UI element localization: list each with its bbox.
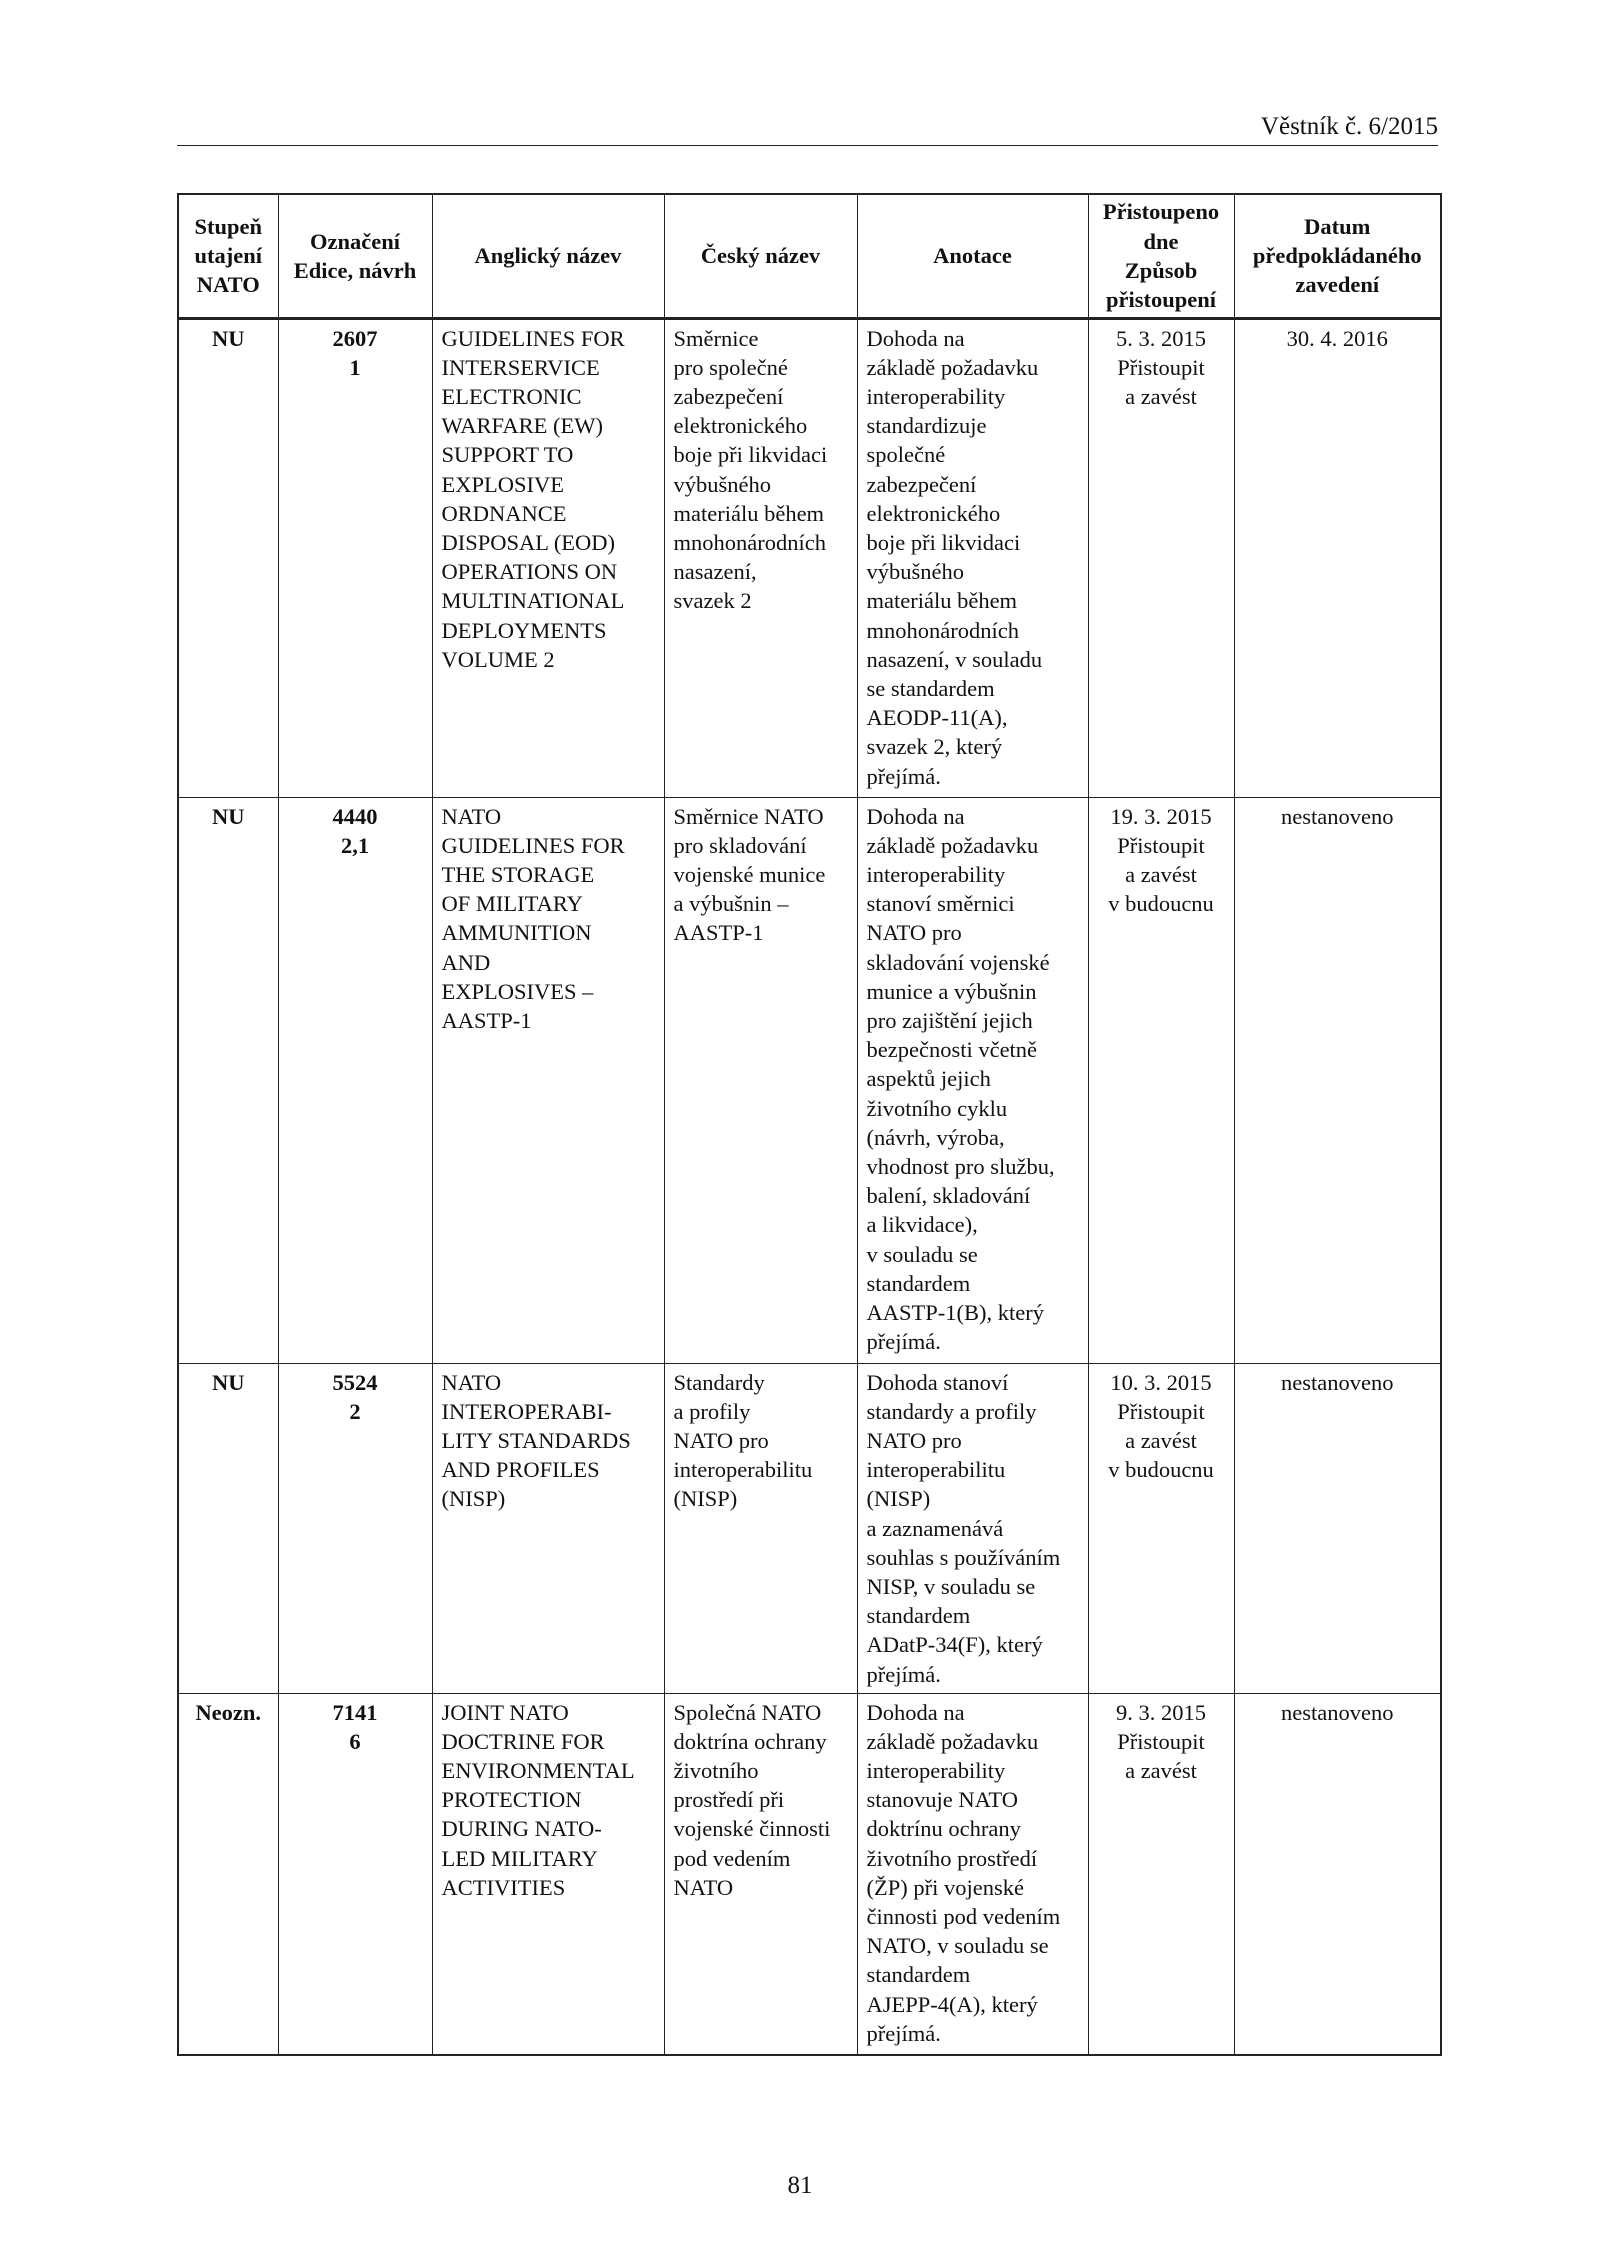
header-english-title: Anglický název bbox=[432, 194, 664, 318]
standards-table bbox=[177, 193, 1442, 2056]
header-level: Stupeň utajení NATO bbox=[178, 194, 278, 318]
cell-annotation: Dohoda na základě požadavku interoperability stanovuje NATO doktrínu ochrany životního prostředí (ŽP) při vojenské činnosti pod vedením NATO, v souladu se standardem AJEPP-4(A), který přejímá. bbox=[857, 1693, 1088, 2055]
cell-czech-title: Směrnice pro společné zabezpečení elektronického boje při likvidaci výbušného materiálu během mnohonárodních nasazení, svazek 2 bbox=[664, 318, 857, 797]
table-row bbox=[178, 797, 1441, 1363]
table-row bbox=[178, 318, 1441, 797]
table-row bbox=[178, 1693, 1441, 2055]
header-date: Datum předpokládaného zavedení bbox=[1234, 194, 1441, 318]
cell-english-title: NATO GUIDELINES FOR THE STORAGE OF MILITARY AMMUNITION AND EXPLOSIVES – AASTP-1 bbox=[432, 797, 664, 1363]
cell-annotation: Dohoda na základě požadavku interoperability standardizuje společné zabezpečení elektronického boje při likvidaci výbušného materiálu během mnohonárodních nasazení, v souladu se standardem AEODP-11(A), svazek 2, který přejímá. bbox=[857, 318, 1088, 797]
header-designation: Označení Edice, návrh bbox=[278, 194, 432, 318]
running-head: Věstník č. 6/2015 bbox=[177, 112, 1438, 146]
cell-accession: 19. 3. 2015 Přistoupit a zavést v budoucnu bbox=[1088, 797, 1234, 1363]
cell-date: 30. 4. 2016 bbox=[1234, 318, 1441, 797]
cell-english-title: GUIDELINES FOR INTERSERVICE ELECTRONIC WARFARE (EW) SUPPORT TO EXPLOSIVE ORDNANCE DISPOSAL (EOD) OPERATIONS ON MULTINATIONAL DEPLOYMENTS VOLUME 2 bbox=[432, 318, 664, 797]
table-header-row bbox=[178, 194, 1441, 318]
cell-designation: 4440 2,1 bbox=[278, 797, 432, 1363]
cell-date: nestanoveno bbox=[1234, 1693, 1441, 2055]
header-annotation: Anotace bbox=[857, 194, 1088, 318]
cell-english-title: NATO INTEROPERABI- LITY STANDARDS AND PROFILES (NISP) bbox=[432, 1363, 664, 1693]
page-number: 81 bbox=[787, 2172, 813, 2199]
header-czech-title: Český název bbox=[664, 194, 857, 318]
cell-accession: 10. 3. 2015 Přistoupit a zavést v budoucnu bbox=[1088, 1363, 1234, 1693]
cell-accession: 9. 3. 2015 Přistoupit a zavést bbox=[1088, 1693, 1234, 2055]
cell-level: NU bbox=[178, 318, 278, 797]
cell-level: NU bbox=[178, 797, 278, 1363]
cell-date: nestanoveno bbox=[1234, 1363, 1441, 1693]
cell-annotation: Dohoda na základě požadavku interoperability stanoví směrnici NATO pro skladování vojenské munice a výbušnin pro zajištění jejich bezpečnosti včetně aspektů jejich životního cyklu (návrh, výroba, vhodnost pro službu, balení, skladování a likvidace), v souladu se standardem AASTP-1(B), který přejímá. bbox=[857, 797, 1088, 1363]
cell-annotation: Dohoda stanoví standardy a profily NATO pro interoperabilitu (NISP) a zaznamenává souhlas s používáním NISP, v souladu se standardem ADatP-34(F), který přejímá. bbox=[857, 1363, 1088, 1693]
cell-english-title: JOINT NATO DOCTRINE FOR ENVIRONMENTAL PROTECTION DURING NATO- LED MILITARY ACTIVITIES bbox=[432, 1693, 664, 2055]
cell-designation: 7141 6 bbox=[278, 1693, 432, 2055]
table-row bbox=[178, 1363, 1441, 1693]
header-accession: Přistoupeno dne Způsob přistoupení bbox=[1088, 194, 1234, 318]
cell-level: NU bbox=[178, 1363, 278, 1693]
cell-designation: 5524 2 bbox=[278, 1363, 432, 1693]
cell-designation: 2607 1 bbox=[278, 318, 432, 797]
cell-accession: 5. 3. 2015 Přistoupit a zavést bbox=[1088, 318, 1234, 797]
cell-czech-title: Společná NATO doktrína ochrany životního prostředí při vojenské činnosti pod vedením NATO bbox=[664, 1693, 857, 2055]
cell-czech-title: Směrnice NATO pro skladování vojenské munice a výbušnin – AASTP-1 bbox=[664, 797, 857, 1363]
cell-czech-title: Standardy a profily NATO pro interoperabilitu (NISP) bbox=[664, 1363, 857, 1693]
cell-date: nestanoveno bbox=[1234, 797, 1441, 1363]
cell-level: Neozn. bbox=[178, 1693, 278, 2055]
